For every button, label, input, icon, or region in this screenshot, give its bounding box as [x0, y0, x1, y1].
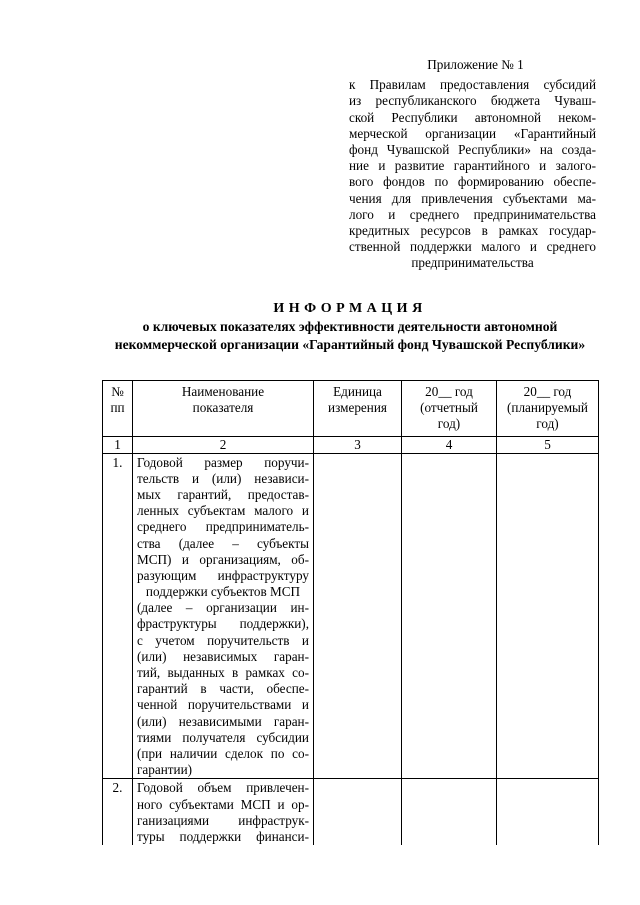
header-text: пп: [110, 400, 125, 416]
name-line: МСП) и организациям, об-: [137, 551, 309, 567]
name-line: гарантий в части, обеспе-: [137, 681, 309, 697]
name-line: с учетом поручительств и: [137, 632, 309, 648]
row-unit: [314, 779, 402, 845]
header-text: показателя: [192, 400, 254, 416]
table-row: [103, 779, 599, 845]
name-line: ного субъектами МСП и ор-: [137, 796, 309, 812]
appendix-line: ской Республики автономной неком-: [349, 109, 596, 125]
header-unit: [314, 381, 402, 437]
name-line: тий, выданных в рамках со-: [137, 665, 309, 681]
row-number: 1.: [103, 453, 133, 779]
header-text: №: [111, 384, 124, 399]
name-line: ганизациями инфраструк-: [137, 812, 309, 828]
row-unit: [314, 453, 402, 779]
header-text: 20__ год: [523, 384, 572, 399]
header-indicator-name: [133, 381, 314, 437]
appendix-line: ние и развитие гарантийного и залого-: [349, 158, 596, 174]
appendix-block: [349, 57, 596, 271]
name-line: поддержки субъектов МСП: [145, 584, 301, 600]
appendix-line: из республиканского бюджета Чуваш-: [349, 93, 596, 109]
header-text: год): [437, 416, 461, 432]
name-line: разующим инфраструктуру: [137, 567, 309, 583]
header-text: Наименование: [181, 384, 265, 399]
row-reporting-year-value: [402, 453, 497, 779]
row-planned-year-value: [497, 453, 599, 779]
row-number: 2.: [103, 779, 133, 845]
name-line: Годовой объем привлечен-: [137, 780, 309, 796]
table-row: [103, 453, 599, 779]
name-line: мых гарантий, предостав-: [137, 486, 309, 502]
table-header-row: [103, 381, 599, 437]
header-text: измерения: [328, 400, 387, 416]
header-text: (планируемый: [507, 400, 588, 416]
document-title: ИНФОРМАЦИЯ: [273, 301, 427, 316]
column-number: 5: [497, 436, 599, 453]
document-subtitle-line: о ключевых показателях эффективности деятельности автономной: [142, 319, 558, 334]
row-reporting-year-value: [402, 779, 497, 845]
appendix-line: мерческой организации «Гарантийный: [349, 125, 596, 141]
name-line: (при наличии сделок по со-: [137, 745, 309, 761]
header-reporting-year: [402, 381, 497, 437]
document-subtitle-line: некоммерческой организации «Гарантийный фонд Чувашской Республики»: [114, 337, 586, 352]
column-number: 2: [133, 436, 314, 453]
appendix-line: вого фондов по формированию обеспе-: [349, 174, 596, 190]
name-line: туры поддержки финанси-: [137, 828, 309, 844]
name-line: тельств и (или) независи-: [137, 470, 309, 486]
column-number: 1: [103, 436, 133, 453]
appendix-line: фонд Чувашской Республики» на созда-: [349, 141, 596, 157]
column-number-row: [103, 436, 599, 453]
row-planned-year-value: [497, 779, 599, 845]
header-text: Единица: [333, 384, 382, 399]
document-heading: [60, 300, 640, 354]
appendix-line: чения для привлечения субъектами ма-: [349, 190, 596, 206]
name-line: ства (далее – субъекты: [137, 535, 309, 551]
column-number: 4: [402, 436, 497, 453]
name-line: гарантии): [137, 762, 193, 778]
column-number: 3: [314, 436, 402, 453]
header-text: (отчетный: [420, 400, 478, 416]
header-planned-year: [497, 381, 599, 437]
name-line: (или) независимых гаран-: [137, 648, 309, 664]
name-line: Годовой размер поручи-: [137, 454, 309, 470]
name-line: тиями получателя субсидии: [137, 729, 309, 745]
row-indicator-name: [133, 453, 314, 779]
indicators-table: [102, 380, 599, 845]
name-line: ченной поручительствами и: [137, 697, 309, 713]
header-text: год): [536, 416, 559, 432]
row-indicator-name: [133, 779, 314, 845]
appendix-line: лого и среднего предпринимательства: [349, 206, 596, 222]
name-line: ленных субъектам малого и: [137, 503, 309, 519]
appendix-line: кредитных ресурсов в рамках государ-: [349, 222, 596, 238]
appendix-line: ственной поддержки малого и среднего: [349, 239, 596, 255]
name-line: фраструктуры поддержки),: [137, 616, 309, 632]
name-line: (далее – организации ин-: [137, 600, 309, 616]
appendix-title: Приложение № 1: [427, 57, 524, 72]
appendix-line: предпринимательства: [411, 255, 534, 271]
header-number: [103, 381, 133, 437]
name-line: (или) независимыми гаран-: [137, 713, 309, 729]
name-line: среднего предприниматель-: [137, 519, 309, 535]
header-text: 20__ год: [425, 384, 473, 399]
appendix-line: к Правилам предоставления субсидий: [349, 77, 596, 93]
